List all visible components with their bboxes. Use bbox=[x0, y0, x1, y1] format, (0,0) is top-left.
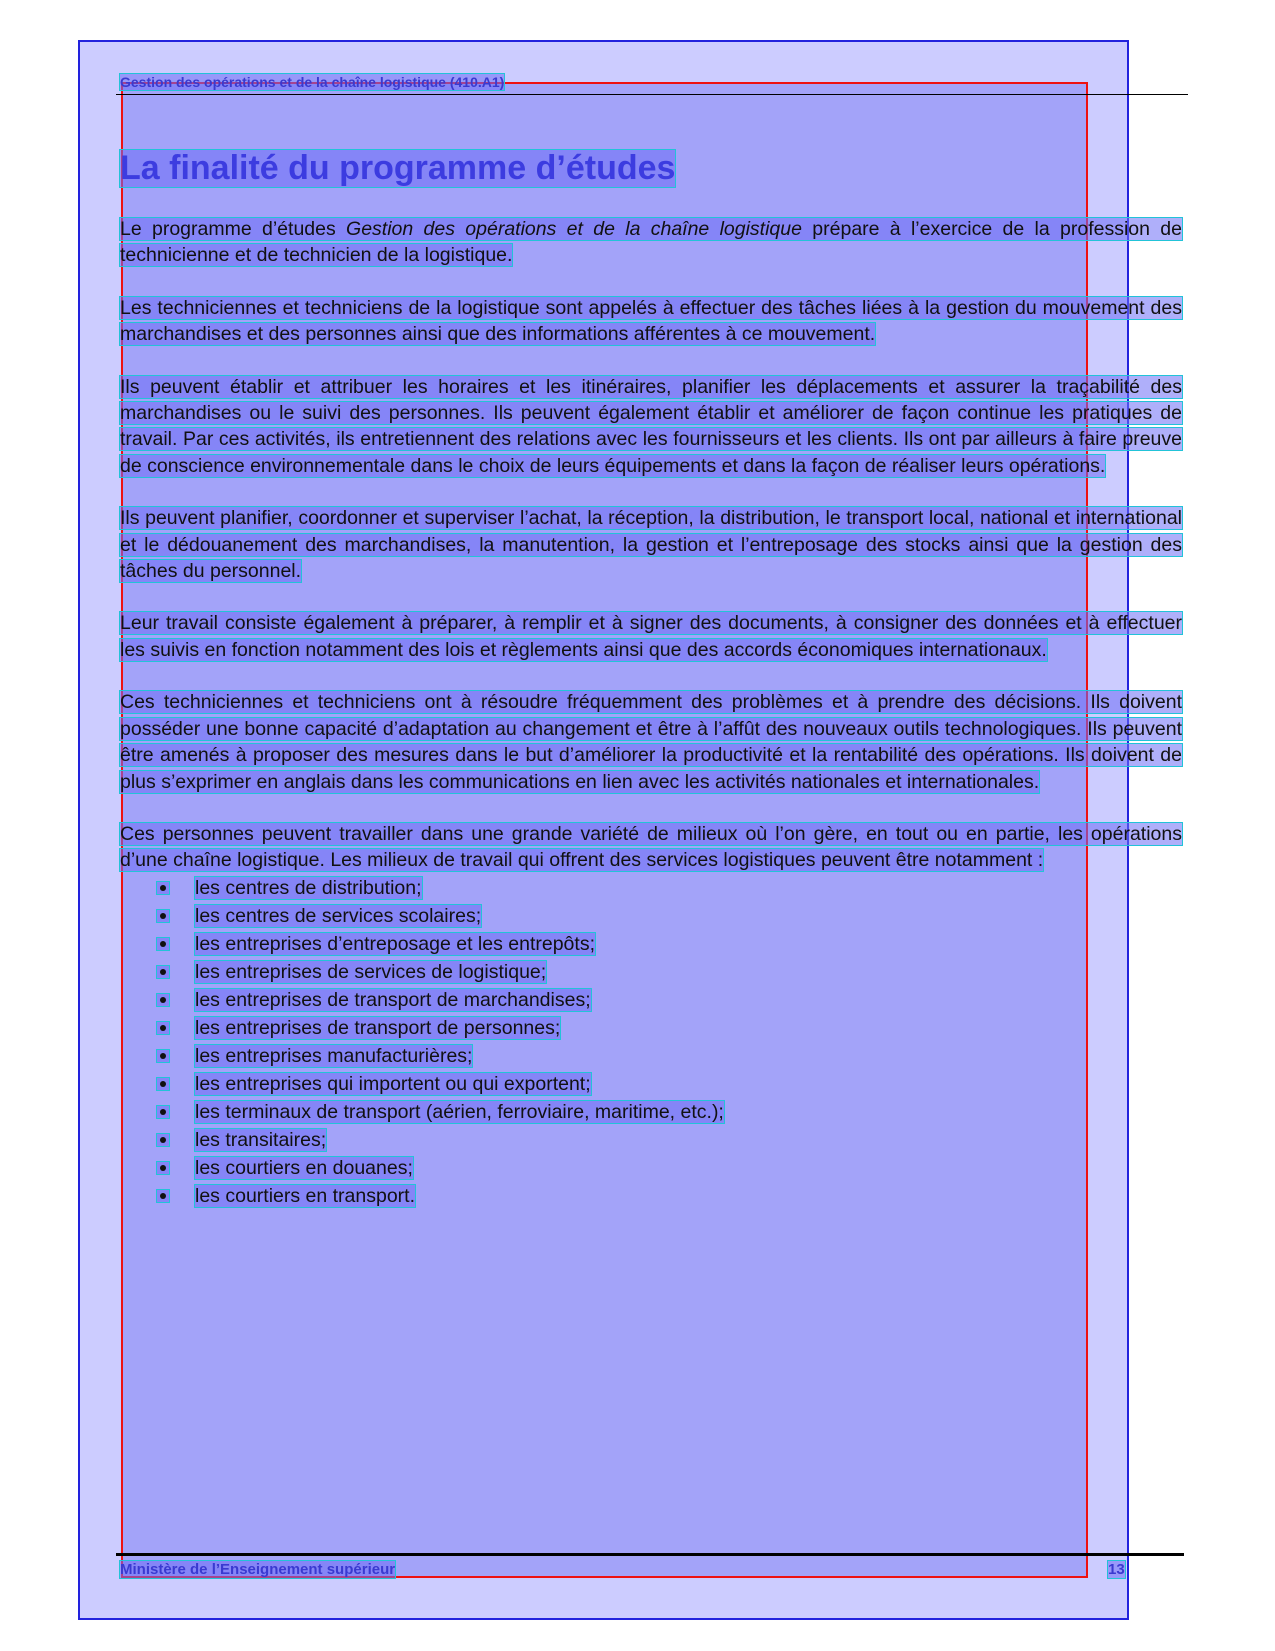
list-item: les transitaires; bbox=[120, 1126, 1182, 1154]
list-item: les entreprises de transport de marchandises; bbox=[120, 986, 1182, 1014]
paragraph-tasks: Les techniciennes et techniciens de la logistique sont appelés à effectuer des tâches liées à la gestion du mouvement des marchandises et des personnes ainsi que des informations afférentes à ce mouvement. bbox=[120, 296, 1182, 346]
bullet-icon bbox=[157, 1190, 169, 1202]
list-item: les entreprises qui importent ou qui exportent; bbox=[120, 1070, 1182, 1098]
list-item: les courtiers en douanes; bbox=[120, 1154, 1182, 1182]
page-number: 13 bbox=[1108, 1561, 1125, 1578]
list-item: les entreprises de services de logistique; bbox=[120, 958, 1182, 986]
document-body bbox=[120, 216, 1182, 1210]
workplaces-list bbox=[120, 874, 1182, 1210]
paragraph-workplaces: Ces personnes peuvent travailler dans une grande variété de milieux où l’on gère, en tout ou en partie, les opérations d’une chaîne logistique. Les milieux de travail qui offrent des services logistiques peuvent être notamment : bbox=[120, 822, 1182, 872]
bullet-icon bbox=[157, 994, 169, 1006]
paragraph-intro bbox=[120, 216, 1182, 269]
intro-text-end: prépare à l’exercice de la profession de technicienne et de technicien de la logistique. bbox=[120, 218, 1182, 267]
list-item: les centres de distribution; bbox=[120, 874, 1182, 902]
list-item: les centres de services scolaires; bbox=[120, 902, 1182, 930]
bullet-icon bbox=[157, 1050, 169, 1062]
bullet-icon bbox=[157, 1106, 169, 1118]
paragraph-documents: Leur travail consiste également à préparer, à remplir et à signer des documents, à consigner des données et à effectuer les suivis en fonction notamment des lois et règlements ainsi que des accords économiques internationaux. bbox=[120, 612, 1182, 661]
list-item: les terminaux de transport (aérien, ferroviaire, maritime, etc.); bbox=[120, 1098, 1182, 1126]
bullet-icon bbox=[157, 966, 169, 978]
bullet-icon bbox=[157, 1162, 169, 1174]
footer-rule bbox=[116, 1553, 1184, 1556]
header-rule bbox=[116, 94, 1188, 95]
program-name: Gestion des opérations et de la chaîne logistique bbox=[346, 218, 802, 240]
list-item: les entreprises d’entreposage et les entrepôts; bbox=[120, 930, 1182, 958]
running-header: Gestion des opérations et de la chaîne logistique (410.A1) bbox=[120, 74, 505, 90]
paragraph-planning: Ils peuvent établir et attribuer les horaires et les itinéraires, planifier les déplacements et assurer la traçabilité des marchandises ou le suivi des personnes. Ils peuvent également établir et améliorer de façon continue les pratiques de travail. Par ces activités, ils entretiennent des relations avec les fournisseurs et les clients. Ils ont par ailleurs à faire preuve de conscience environnementale dans le choix de leurs équipements et dans la façon de réaliser leurs opérations. bbox=[120, 375, 1182, 477]
paragraph-problem-solving: Ces techniciennes et techniciens ont à résoudre fréquemment des problèmes et à prendre des décisions. Ils doivent posséder une bonne capacité d’adaptation au changement et être à l’affût des nouveaux outils technologiques. Ils peuvent être amenés à proposer des mesures dans le but d’améliorer la productivité et la rentabilité des opérations. Ils doivent de plus s’exprimer en anglais dans les communications en lien avec les activités nationales et internationales. bbox=[120, 691, 1182, 793]
intro-text-start: Le programme d’études bbox=[120, 218, 347, 240]
page-title: La finalité du programme d’études bbox=[120, 149, 676, 187]
bullet-icon bbox=[157, 882, 169, 894]
bullet-icon bbox=[157, 938, 169, 950]
bullet-icon bbox=[157, 1134, 169, 1146]
bullet-icon bbox=[157, 910, 169, 922]
footer-ministry: Ministère de l’Enseignement supérieur bbox=[120, 1561, 396, 1578]
paragraph-supervision: Ils peuvent planifier, coordonner et superviser l’achat, la réception, la distribution, le transport local, national et international et le dédouanement des marchandises, la manutention, la gestion et l’entreposage des stocks ainsi que la gestion des tâches du personnel. bbox=[120, 507, 1182, 583]
list-item: les courtiers en transport. bbox=[120, 1182, 1182, 1210]
bullet-icon bbox=[157, 1022, 169, 1034]
bullet-icon bbox=[157, 1078, 169, 1090]
list-item: les entreprises de transport de personnes; bbox=[120, 1014, 1182, 1042]
list-item: les entreprises manufacturières; bbox=[120, 1042, 1182, 1070]
